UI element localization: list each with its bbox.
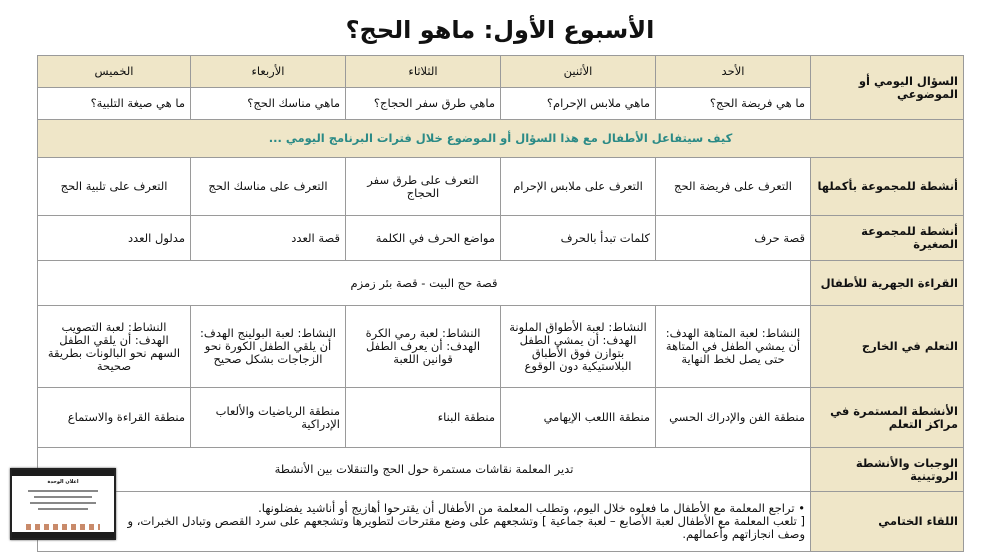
outside-sunday: النشاط: لعبة المتاهة الهدف: أن يمشي الطفل في المتاهة حتى يصل لخط النهاية [656,306,811,388]
slide-thumbnail[interactable] [10,468,116,540]
thumbnail-text-line [30,502,96,504]
small-group-thursday: مدلول العدد [38,216,191,261]
row-label-whole-group: أنشطة للمجموعة بأكملها [811,158,964,216]
outside-thursday: النشاط: لعبة التصويب الهدف: أن يلقي الطفل السهم نحو البالونات بطريقة صحيحة [38,306,191,388]
corner-header: السؤال اليومي أو الموضوعي [811,56,964,120]
routines-text: تدير المعلمة نقاشات مستمرة حول الحج والتنقلات بين الأنشطة [38,448,811,492]
day-header-wednesday: الأربعاء [191,56,346,88]
row-label-read-aloud: القراءة الجهرية للأطفال [811,261,964,306]
small-group-wednesday: قصة العدد [191,216,346,261]
centers-tuesday: منطقة البناء [346,388,501,448]
closing-line-2: [ تلعب المعلمة مع الأطفال لعبة الأصابع – لعبة جماعية ] وتشجعهم على وضع مقترحات لتطويرها وتشجعهم على سرد القصص وتبادل الخبرات، و [127,514,805,528]
page-title: الأسبوع الأول: ماهو الحج؟ [345,16,655,44]
whole-group-monday: التعرف على ملابس الإحرام [501,158,656,216]
whole-group-wednesday: التعرف على مناسك الحج [191,158,346,216]
read-aloud-text: قصة حج البيت - قصة بئر زمزم [38,261,811,306]
small-group-sunday: قصة حرف [656,216,811,261]
banner-row [38,120,964,158]
thumbnail-text-line [38,508,88,510]
question-tuesday: ماهي طرق سفر الحجاج؟ [346,88,501,120]
closing-row [38,492,964,552]
thumbnail-text-line [28,490,98,492]
outside-tuesday: النشاط: لعبة رمي الكرة الهدف: أن يعرف الطفل قوانين اللعبة [346,306,501,388]
row-label-outside: التعلم في الخارج [811,306,964,388]
whole-group-row [38,158,964,216]
routines-row [38,448,964,492]
centers-sunday: منطقة الفن والإدراك الحسي [656,388,811,448]
question-monday: ماهي ملابس الإحرام؟ [501,88,656,120]
thumbnail-top-bar [12,470,114,476]
small-group-row [38,216,964,261]
whole-group-tuesday: التعرف على طرق سفر الحجاج [346,158,501,216]
whole-group-sunday: التعرف على فريضة الحج [656,158,811,216]
centers-monday: منطقة االلعب الإيهامي [501,388,656,448]
outside-row [38,306,964,388]
question-thursday: ما هي صيغة التلبية؟ [38,88,191,120]
closing-line-3: وصف انجازاتهم وأعمالهم. [682,527,805,541]
question-sunday: ما هي فريضة الحج؟ [656,88,811,120]
interaction-banner: كيف سيتفاعل الأطفال مع هذا السؤال أو الموضوع خلال فترات البرنامج اليومي ... [38,120,964,158]
small-group-tuesday: مواضع الحرف في الكلمة [346,216,501,261]
day-header-thursday: الخميس [38,56,191,88]
centers-thursday: منطقة القراءة والاستماع [38,388,191,448]
outside-wednesday: النشاط: لعبة البولينج الهدف: أن يلقي الطفل الكورة نحو الزجاجات بشكل صحيح [191,306,346,388]
row-label-closing: اللقاء الختامي [811,492,964,552]
whole-group-thursday: التعرف على تلبية الحج [38,158,191,216]
thumbnail-bottom-bar [12,532,114,538]
closing-line-1: • تراجع المعلمة مع الأطفال ما فعلوه خلال اليوم، وتطلب المعلمة من الأطفال أن يقترحوا أهازيج أو أناشيد يفضلونها. [258,501,805,515]
day-header-tuesday: الثلاثاء [346,56,501,88]
header-row [38,56,964,88]
centers-wednesday: منطقة الرياضيات والألعاب الإدراكية [191,388,346,448]
thumbnail-title: اعلان الوحدة [47,479,79,485]
thumbnail-decoration [26,524,100,530]
closing-text [38,492,811,552]
row-label-centers: الأنشطة المستمرة في مراكز التعلم [811,388,964,448]
small-group-monday: كلمات تبدأ بالحرف [501,216,656,261]
weekly-plan-table [37,55,964,552]
read-aloud-row [38,261,964,306]
thumbnail-text-line [34,496,92,498]
day-header-sunday: الأحد [656,56,811,88]
outside-monday: النشاط: لعبة الأطواق الملونة الهدف: أن يمشي الطفل بتوازن فوق الأطباق البلاستيكية دون الوقوع [501,306,656,388]
row-label-small-group: أنشطة للمجموعة الصغيرة [811,216,964,261]
row-label-routines: الوجبات والأنشطة الروتينية [811,448,964,492]
day-header-monday: الأثنين [501,56,656,88]
centers-row [38,388,964,448]
question-wednesday: ماهي مناسك الحج؟ [191,88,346,120]
